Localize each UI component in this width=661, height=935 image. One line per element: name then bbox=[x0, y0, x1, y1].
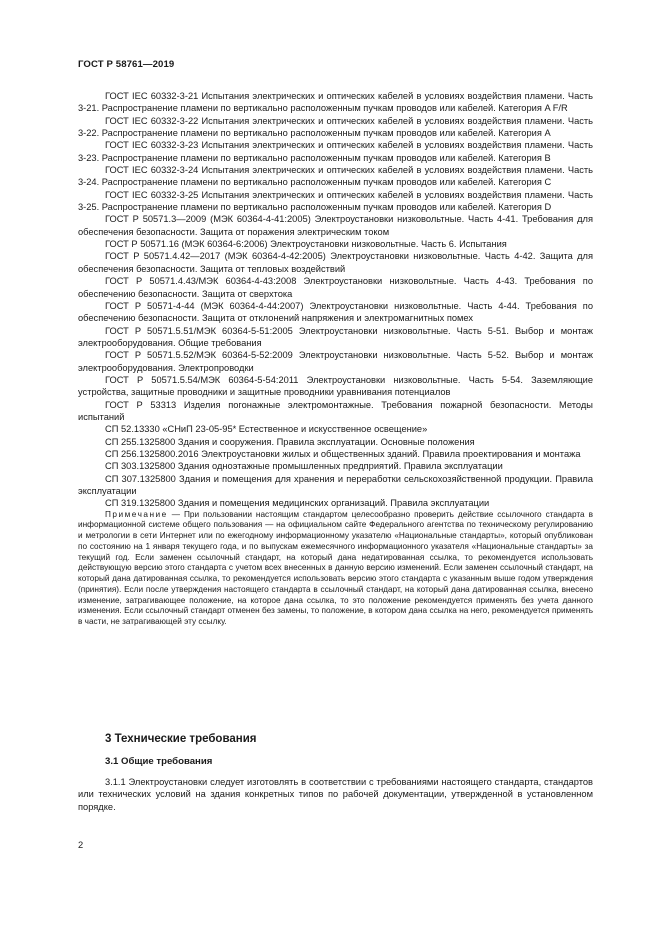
reference-item: ГОСТ Р 50571.5.51/МЭК 60364-5-51:2005 Электроустановки низковольтные. Часть 5-51. Выбор и монтаж электрооборудования. Общие требования bbox=[78, 325, 593, 348]
reference-item: ГОСТ IEC 60332-3-25 Испытания электрических и оптических кабелей в условиях воздействия пламени. Часть 3-25. Распространение пламени по вертикально расположенным пучкам проводов или кабелей. Категория D bbox=[78, 189, 593, 213]
reference-item: СП 255.1325800 Здания и сооружения. Правила эксплуатации. Основные положения bbox=[105, 436, 475, 447]
reference-item: ГОСТ Р 50571.4.43/МЭК 60364-4-43:2008 Электроустановки низковольтные. Часть 4-43. Требования по обеспечению безопасности. Защита от сверхтока bbox=[78, 276, 593, 299]
reference-item: СП 319.1325800 Здания и помещения медицинских организаций. Правила эксплуатации bbox=[105, 498, 490, 509]
note-text: — При пользовании настоящим стандартом целесообразно проверить действие ссылочного стандарта в информационной системе общего пользования — на официальном сайте Федерального агентства по техническому регулированию и метрологии в сети Интернет или по ежегодному информационному указателю «Национальные стандарты», который опубликован по состоянию на 1 января текущего года, и по выпускам ежемесячного информационного указателя «Национальные стандарты» за текущий год. Если заменен ссылочный стандарт, на который дана недатированная ссылка, то рекомендуется использовать действующую версию этого стандарта с учетом всех внесенных в данную версию изменений. Если заменен ссылочный стандарт, на который дана датированная ссылка, то рекомендуется использовать версию этого стандарта с указанным выше годом утверждения (принятия). Если после утверждения настоящего стандарта в ссылочный стандарт, на который дана датированная ссылка, внесено изменение, затрагивающее положение, на которое дана ссылка, то это положение рекомендуется применять без учета данного изменения. Если ссылочный стандарт отменен без замены, то положение, в котором дана ссылка на него, рекомендуется применять в части, не затрагивающей эту ссылку. bbox=[78, 509, 593, 627]
reference-item: ГОСТ IEC 60332-3-21 Испытания электрических и оптических кабелей в условиях воздействия пламени. Часть 3-21. Распространение пламени по вертикально расположенным пучкам проводов или кабелей. Категория A F/R bbox=[78, 91, 593, 114]
reference-item: ГОСТ IEC 60332-3-24 Испытания электрических и оптических кабелей в условиях воздействия пламени. Часть 3-24. Распространение пламени по вертикально расположенным пучкам проводов или кабелей. Категория С bbox=[78, 165, 593, 188]
note-label: Примечание bbox=[105, 509, 168, 519]
reference-item: ГОСТ IEC 60332-3-23 Испытания электрических и оптических кабелей в условиях воздействия пламени. Часть 3-23. Распространение пламени по вертикально расположенным пучкам проводов или кабелей. Категория В bbox=[78, 140, 593, 163]
reference-item: ГОСТ Р 50571.4.42—2017 (МЭК 60364-4-42:2005) Электроустановки низковольтные. Часть 4-42. Защита для обеспечения безопасности. Защита от тепловых воздействий bbox=[78, 251, 593, 274]
reference-item: ГОСТ Р 50571.5.54/МЭК 60364-5-54:2011 Электроустановки низковольтные. Часть 5-54. Заземляющие устройства, защитные проводники и защитные проводники уравнивания потенциалов bbox=[78, 374, 593, 398]
reference-item: СП 307.1325800 Здания и помещения для хранения и переработки сельскохозяйственной продукции. Правила эксплуатации bbox=[78, 473, 593, 496]
normative-references bbox=[78, 90, 593, 628]
reference-item: ГОСТ IEC 60332-3-22 Испытания электрических и оптических кабелей в условиях воздействия пламени. Часть 3-22. Распространение пламени по вертикально расположенным пучкам проводов или кабелей. Категория А bbox=[78, 115, 593, 139]
reference-item: СП 256.1325800.2016 Электроустановки жилых и общественных зданий. Правила проектирования и монтажа bbox=[105, 448, 581, 459]
paragraph-3-1-1: 3.1.1 Электроустановки следует изготовлять в соответствии с требованиями настоящего стандарта, стандартов или технических условий на здания конкретных типов по рабочей документации, утвержденной в установленном порядке. bbox=[78, 777, 593, 812]
section-3-title: 3 Технические требования bbox=[105, 733, 257, 745]
reference-item: СП 52.13330 «СНиП 23-05-95* Естественное и искусственное освещение» bbox=[105, 424, 428, 435]
reference-item: ГОСТ Р 50571-4-44 (МЭК 60364-4-44:2007) Электроустановки низковольтные. Часть 4-44. Требования по обеспечению безопасности. Защита от отклонений напряжения и электромагнитных помех bbox=[78, 300, 593, 324]
reference-item: ГОСТ Р 50571.16 (МЭК 60364-6:2006) Электроустановки низковольтные. Часть 6. Испытания bbox=[105, 239, 507, 250]
document-header: ГОСТ Р 58761—2019 bbox=[78, 59, 175, 70]
reference-item: ГОСТ Р 50571.3—2009 (МЭК 60364-4-41:2005) Электроустановки низковольтные. Часть 4-41. Требования для обеспечения безопасности. Защита от поражения электрическим током bbox=[78, 214, 593, 237]
reference-item: СП 303.1325800 Здания одноэтажные промышленных предприятий. Правила эксплуатации bbox=[105, 461, 503, 472]
section-3-1-title: 3.1 Общие требования bbox=[105, 756, 213, 767]
note-paragraph bbox=[78, 510, 593, 628]
reference-item: ГОСТ Р 53313 Изделия погонажные электромонтажные. Требования пожарной безопасности. Методы испытаний bbox=[78, 399, 593, 422]
reference-item: ГОСТ Р 50571.5.52/МЭК 60364-5-52:2009 Электроустановки низковольтные. Часть 5-52. Выбор и монтаж электрооборудования. Электропроводки bbox=[78, 350, 593, 373]
page-number: 2 bbox=[78, 840, 84, 850]
